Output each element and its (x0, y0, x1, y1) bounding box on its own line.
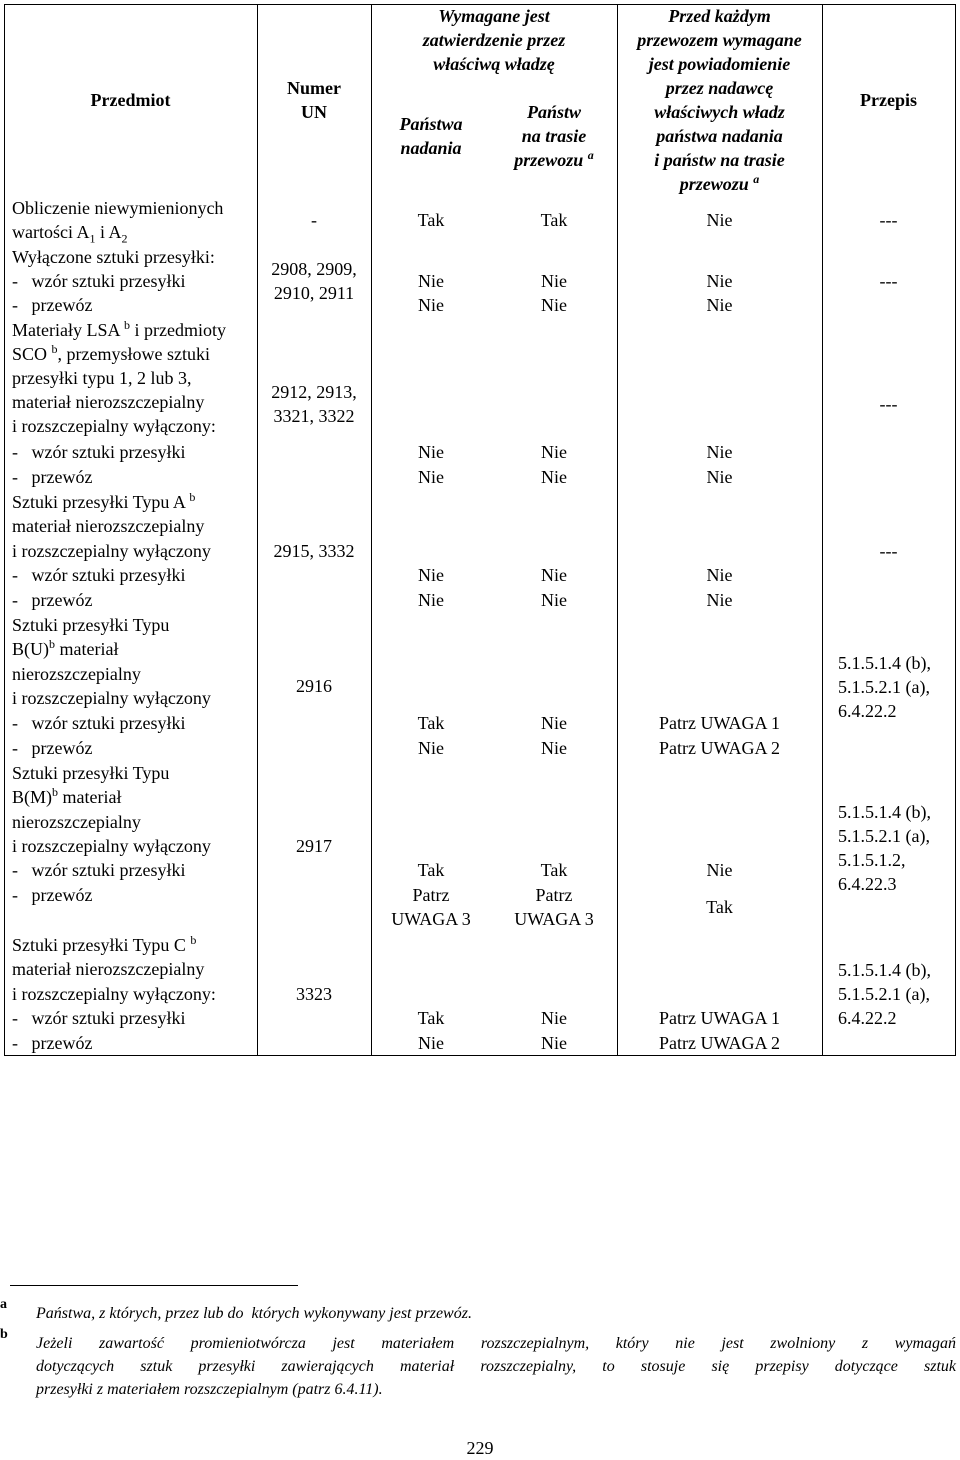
row2-subject-line1: Wyłączone sztuki przesyłki: (12, 247, 215, 267)
header-transit-2: na trasie (521, 126, 587, 146)
row7-regulation-1: 5.1.5.1.4 (b), (838, 960, 931, 980)
row7-transit-2: Nie (541, 1033, 567, 1053)
footnote-separator (10, 1285, 298, 1286)
row3-notify-2: Nie (706, 467, 733, 487)
row5-origin-2: Nie (418, 738, 444, 758)
row5-subject-line1: Sztuki przesyłki Typu (12, 615, 170, 635)
header-notify-1: Przed każdym (668, 6, 771, 26)
row2-origin-2: Nie (418, 295, 444, 315)
row6-subject-line6: - przewóz (12, 885, 93, 905)
page-number: 229 (466, 1438, 494, 1458)
row1-notify: Nie (706, 210, 733, 230)
row7-subject-line2: materiał nierozszczepialny (12, 959, 205, 979)
row2-subject-line3: - przewóz (12, 295, 93, 315)
row5-notify-1: Patrz UWAGA 1 (659, 713, 780, 733)
row6-transit-3: UWAGA 3 (514, 909, 594, 929)
row3-transit-2: Nie (541, 467, 567, 487)
row5-transit-2: Nie (541, 738, 567, 758)
table-border-left (4, 4, 5, 1055)
row3-un-line2: 3321, 3322 (273, 406, 355, 426)
header-regulation: Przepis (860, 90, 917, 110)
header-notify-7: i państw na trasie (654, 150, 785, 170)
header-approval-title-1: Wymagane jest (438, 6, 550, 26)
header-origin-1: Państwa (399, 114, 463, 134)
header-notify-2: przewozem wymagane (637, 30, 802, 50)
row3-subject-line5: i rozszczepialny wyłączony: (12, 416, 216, 436)
row7-origin-2: Nie (418, 1033, 444, 1053)
row6-subject-line1: Sztuki przesyłki Typu (12, 763, 170, 783)
row6-notify-1: Nie (706, 860, 733, 880)
row2-subject-line2: - wzór sztuki przesyłki (12, 271, 186, 291)
row6-regulation-1: 5.1.5.1.4 (b), (838, 802, 931, 822)
row6-subject-line4: i rozszczepialny wyłączony (12, 836, 211, 856)
row4-subject-line1: Sztuki przesyłki Typu A $^b$ (12, 490, 196, 512)
footnote-b-mark: b (0, 1327, 8, 1342)
row3-regulation: --- (879, 394, 898, 414)
row1-regulation: --- (879, 210, 898, 230)
row3-transit-1: Nie (541, 442, 567, 462)
footnote-b-line2: dotyczących sztuk przesyłki zawierających materiał rozszczepialny, to stosuje się przepisy dotyczące sztuk (36, 1358, 956, 1375)
row2-transit-1: Nie (541, 271, 567, 291)
table-border-bottom (4, 1055, 956, 1056)
row7-origin-1: Tak (417, 1008, 445, 1028)
row6-subject-line2: $B(M)^b$ materiał (12, 785, 122, 807)
row4-subject-line3: i rozszczepialny wyłączony (12, 541, 211, 561)
row2-notify-1: Nie (706, 271, 733, 291)
row4-un: 2915, 3332 (273, 541, 355, 561)
row2-origin-1: Nie (418, 271, 444, 291)
row3-subject-line2: SCO $^b$, przemysłowe sztuki (12, 342, 210, 364)
row3-notify-1: Nie (706, 442, 733, 462)
row4-subject-line5: - przewóz (12, 590, 93, 610)
row7-subject-line3: i rozszczepialny wyłączony: (12, 984, 216, 1004)
header-un-number: Numer (287, 78, 341, 98)
row5-subject-line5: - wzór sztuki przesyłki (12, 713, 186, 733)
row1-subject-line2: wartości $A_1$ i $A_2$ (12, 222, 128, 246)
row7-regulation-2: 5.1.5.2.1 (a), (838, 984, 930, 1004)
row4-notify-1: Nie (706, 565, 733, 585)
header-un-label: UN (301, 102, 327, 122)
header-notify-8: przewozu $^a$ (679, 172, 760, 194)
footnote-a-text: Państwa, z których, przez lub do których wykonywany jest przewóz. (36, 1305, 472, 1322)
row3-subject-line4: materiał nierozszczepialny (12, 392, 205, 412)
footnote-b-line1: Jeżeli zawartość promieniotwórcza jest materiałem rozszczepialnym, który nie jest zwolniony z wymagań (36, 1335, 956, 1352)
row1-origin: Tak (417, 210, 445, 230)
header-origin-2: nadania (400, 138, 462, 158)
row3-origin-2: Nie (418, 467, 444, 487)
row5-un: 2916 (296, 676, 332, 696)
row4-transit-2: Nie (541, 590, 567, 610)
header-transit-1: Państw (526, 102, 582, 122)
row6-origin-1: Tak (417, 860, 445, 880)
row7-un: 3323 (296, 984, 332, 1004)
row6-subject-line5: - wzór sztuki przesyłki (12, 860, 186, 880)
row1-transit: Tak (540, 210, 568, 230)
row2-un-line2: 2910, 2911 (273, 283, 355, 303)
row5-regulation-3: 6.4.22.2 (838, 701, 897, 721)
footnote-b-line3: przesyłki z materiałem rozszczepialnym (patrz 6.4.11). (36, 1381, 383, 1398)
row3-subject-line1: Materiały LSA $^b$ i przedmioty (12, 318, 226, 340)
row5-subject-line6: - przewóz (12, 738, 93, 758)
row5-regulation-2: 5.1.5.2.1 (a), (838, 677, 930, 697)
row4-regulation: --- (879, 541, 898, 561)
row6-transit-2: Patrz (535, 885, 573, 905)
row6-un: 2917 (296, 836, 332, 856)
row1-subject-line1: Obliczenie niewymienionych (12, 198, 224, 218)
row5-subject-line3: nierozszczepialny (12, 664, 141, 684)
header-approval-title-2: zatwierdzenie przez (422, 30, 566, 50)
row5-subject-line2: $B(U)^b$ materiał (12, 637, 119, 659)
header-subject: Przedmiot (90, 90, 171, 110)
row4-notify-2: Nie (706, 590, 733, 610)
header-notify-6: państwa nadania (656, 126, 783, 146)
row4-subject-line4: - wzór sztuki przesyłki (12, 565, 186, 585)
row2-un-line1: 2908, 2909, (271, 259, 357, 279)
row7-notify-2: Patrz UWAGA 2 (659, 1033, 780, 1053)
row6-notify-2: Tak (706, 897, 733, 917)
row4-transit-1: Nie (541, 565, 567, 585)
row6-regulation-2: 5.1.5.2.1 (a), (838, 826, 930, 846)
row3-subject-line7: - przewóz (12, 467, 93, 487)
row3-origin-1: Nie (418, 442, 444, 462)
row4-subject-line2: materiał nierozszczepialny (12, 516, 205, 536)
table-divider-4 (822, 4, 823, 1055)
row5-notify-2: Patrz UWAGA 2 (659, 738, 780, 758)
row6-origin-2: Patrz (412, 885, 450, 905)
row7-regulation-3: 6.4.22.2 (838, 1008, 897, 1028)
row4-origin-1: Nie (418, 565, 444, 585)
row6-subject-line3: nierozszczepialny (12, 812, 141, 832)
row2-transit-2: Nie (541, 295, 567, 315)
header-notify-5: właściwych władz (654, 102, 785, 122)
row1-un: - (311, 210, 317, 230)
row6-origin-3: UWAGA 3 (391, 909, 471, 929)
row5-regulation-1: 5.1.5.1.4 (b), (838, 653, 931, 673)
header-transit-3: przewozu $^a$ (514, 148, 594, 170)
row3-subject-line3: przesyłki typu 1, 2 lub 3, (12, 368, 192, 388)
row2-notify-2: Nie (706, 295, 733, 315)
row7-notify-1: Patrz UWAGA 1 (659, 1008, 780, 1028)
row5-subject-line4: i rozszczepialny wyłączony (12, 688, 211, 708)
row6-regulation-4: 6.4.22.3 (838, 874, 897, 894)
row5-transit-1: Nie (541, 713, 567, 733)
row3-subject-line6: - wzór sztuki przesyłki (12, 442, 186, 462)
table-divider-1 (257, 4, 258, 1055)
header-approval-title-3: właściwą władzę (433, 54, 555, 74)
row7-transit-1: Nie (541, 1008, 567, 1028)
row3-un-line1: 2912, 2913, (271, 382, 357, 402)
row5-origin-1: Tak (417, 713, 445, 733)
row6-transit-1: Tak (540, 860, 568, 880)
row7-subject-line1: Sztuki przesyłki Typu C $^b$ (12, 933, 197, 955)
row4-origin-2: Nie (418, 590, 444, 610)
footnote-a-mark: a (0, 1297, 7, 1312)
row7-subject-line4: - wzór sztuki przesyłki (12, 1008, 186, 1028)
header-notify-3: jest powiadomienie (648, 54, 791, 74)
row2-regulation: --- (879, 271, 898, 291)
header-notify-4: przez nadawcę (665, 78, 774, 98)
table-border-right (955, 4, 956, 1055)
row7-subject-line5: - przewóz (12, 1033, 93, 1053)
row6-regulation-3: 5.1.5.1.2, (838, 850, 906, 870)
